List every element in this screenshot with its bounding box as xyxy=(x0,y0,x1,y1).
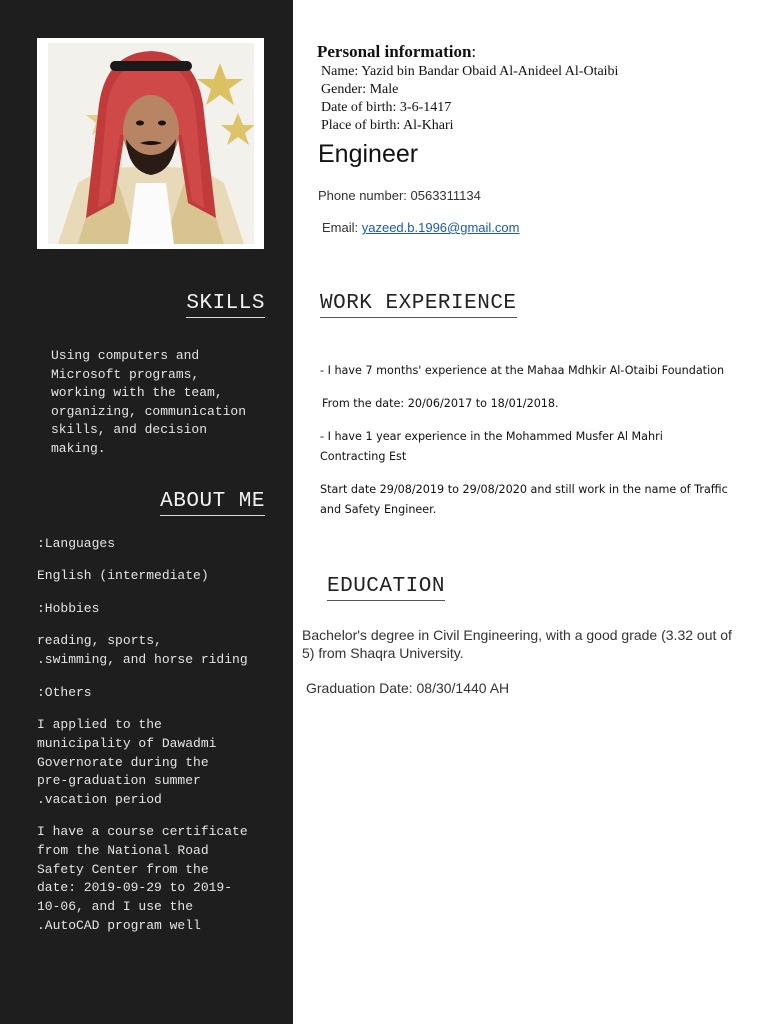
email-line xyxy=(322,220,519,235)
work-entry-1: - I have 7 months' experience at the Mahaa Mdhkir Al-Otaibi Foundation xyxy=(320,364,725,377)
about-me-heading: ABOUT ME xyxy=(160,490,265,516)
hobbies-value: reading, sports, .swimming, and horse riding xyxy=(37,633,248,667)
email-link[interactable]: yazeed.b.1996@gmail.com xyxy=(361,220,520,235)
phone-number: Phone number: 0563311134 xyxy=(318,188,481,203)
skills-text: Using computers and Microsoft programs, working with the team, organizing, communication skills, and decision making. xyxy=(51,348,247,456)
skills-heading: SKILLS xyxy=(186,292,265,318)
languages-label: :Languages xyxy=(37,536,116,551)
hobbies-label: :Hobbies xyxy=(37,601,100,616)
others-text-1: I applied to the municipality of Dawadmi Governorate during the pre-graduation summer .vacation period xyxy=(37,717,217,808)
others-text-2: I have a course certificate from the National Road Safety Center from the date: 2019-09-29 to 2019- 10-06, and I use the .AutoCAD program well xyxy=(37,824,248,933)
gender-line: Gender: Male xyxy=(321,82,399,97)
degree-text: Bachelor's degree in Civil Engineering, with a good grade (3.32 out of 5) from Shaqra University. xyxy=(302,627,732,661)
personal-information-heading: Personal information xyxy=(317,42,472,61)
personal-information-title xyxy=(317,42,476,62)
work-entry-1-dates: From the date: 20/06/2017 to 18/01/2018. xyxy=(322,397,559,410)
others-label: :Others xyxy=(37,685,92,700)
work-experience-heading: WORK EXPERIENCE xyxy=(320,292,517,318)
profile-photo xyxy=(48,43,254,244)
portrait-image xyxy=(48,43,254,244)
pob-line: Place of birth: Al-Khari xyxy=(321,118,454,133)
dob-line: Date of birth: 3-6-1417 xyxy=(321,100,452,115)
sidebar xyxy=(0,0,293,1024)
personal-information-colon: : xyxy=(471,42,477,61)
languages-value: English (intermediate) xyxy=(37,568,209,583)
name-line: Name: Yazid bin Bandar Obaid Al-Anideel Al-Otaibi xyxy=(321,64,619,79)
job-title: Engineer xyxy=(318,140,419,168)
work-entry-2-dates: Start date 29/08/2019 to 29/08/2020 and still work in the name of Traffic and Safety Engineer. xyxy=(320,483,728,516)
email-label: Email: xyxy=(322,220,362,235)
profile-photo-frame xyxy=(37,38,264,249)
graduation-date: Graduation Date: 08/30/1440 AH xyxy=(306,680,510,696)
education-heading: EDUCATION xyxy=(327,575,445,601)
work-entry-2: - I have 1 year experience in the Mohammed Musfer Al Mahri Contracting Est xyxy=(320,430,663,463)
